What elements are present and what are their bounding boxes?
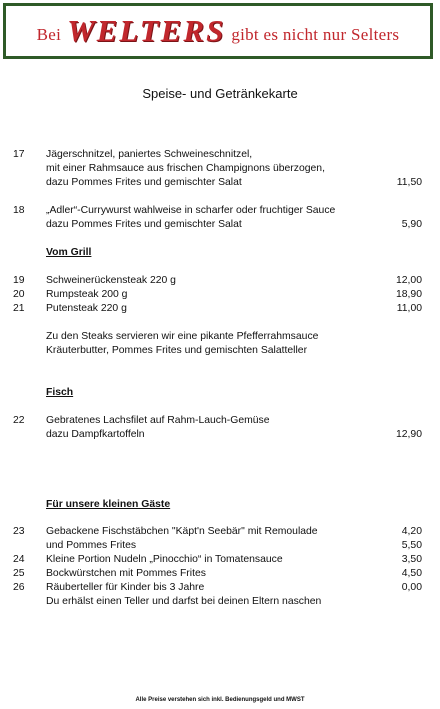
item-price: 0,00 [401, 582, 422, 593]
item-description: Gebratenes Lachsfilet auf Rahm-Lauch-Gemüse [46, 415, 270, 426]
price-footnote: Alle Preise verstehen sich inkl. Bedienungsgeld und MWST [135, 697, 305, 703]
item-description: dazu Pommes Frites und gemischter Salat [46, 177, 242, 188]
item-description: Bockwürstchen mit Pommes Frites [46, 568, 206, 579]
item-price: 11,50 [396, 177, 422, 188]
menu-item-17 [0, 148, 440, 162]
item-description: mit einer Rahmsauce aus frischen Champignons überzogen, [46, 163, 325, 174]
item-number: 24 [13, 554, 25, 565]
item-price: 12,90 [395, 429, 422, 440]
item-number: 23 [13, 526, 25, 537]
menu-item-26-line2 [0, 595, 440, 609]
item-description: Gebackene Fischstäbchen "Käpt'n Seebär" mit Remoulade [46, 526, 318, 537]
steak-note [0, 330, 440, 344]
item-price: 4,20 [401, 526, 422, 537]
item-price: 5,90 [401, 219, 422, 230]
menu-item-25 [0, 567, 440, 581]
menu-title: Speise- und Getränkekarte [142, 86, 298, 101]
menu-item-21 [0, 302, 440, 316]
banner-prefix: Bei [36, 25, 62, 44]
menu-item-24 [0, 553, 440, 567]
item-description: Jägerschnitzel, paniertes Schweineschnitzel, [46, 149, 253, 160]
header-banner [3, 3, 433, 59]
item-price: 5,50 [401, 540, 422, 551]
item-number: 21 [13, 303, 25, 314]
item-description: dazu Dampfkartoffeln [46, 429, 145, 440]
note-text: Zu den Steaks servieren wir eine pikante Pfefferrahmsauce [46, 331, 319, 342]
item-price: 4,50 [401, 568, 422, 579]
item-description: dazu Pommes Frites und gemischter Salat [46, 219, 242, 230]
item-description: Kleine Portion Nudeln „Pinocchio“ in Tomatensauce [46, 554, 283, 565]
item-number: 22 [13, 415, 25, 426]
menu-item-18 [0, 204, 440, 218]
item-description: und Pommes Frites [46, 540, 137, 551]
section-heading-grill: Vom Grill [46, 247, 92, 258]
item-price: 18,90 [395, 289, 422, 300]
item-number: 25 [13, 568, 25, 579]
menu-item-17-line2 [0, 162, 440, 176]
menu-item-22 [0, 414, 440, 428]
banner-suffix: gibt es nicht nur Selters [231, 25, 400, 44]
item-price: 12,00 [395, 275, 422, 286]
item-description: Putensteak 220 g [46, 303, 127, 314]
section-heading-kids: Für unsere kleinen Gäste [46, 499, 171, 510]
section-heading-fish: Fisch [46, 387, 74, 398]
menu-item-22-line2 [0, 428, 440, 442]
menu-item-23 [0, 525, 440, 539]
brand-logo-text: WELTERS [67, 12, 226, 48]
menu-item-18-line2 [0, 218, 440, 232]
item-description: „Adler“-Currywurst wahlweise in scharfer oder fruchtiger Sauce [46, 205, 336, 216]
menu-item-17-line3 [0, 176, 440, 190]
item-number: 19 [13, 275, 25, 286]
item-number: 18 [13, 205, 25, 216]
item-description: Rumpsteak 200 g [46, 289, 128, 300]
menu-item-23-line2 [0, 539, 440, 553]
item-description: Räuberteller für Kinder bis 3 Jahre [46, 582, 205, 593]
item-number: 20 [13, 289, 25, 300]
menu-item-20 [0, 288, 440, 302]
steak-note-line2 [0, 344, 440, 358]
menu-item-26 [0, 581, 440, 595]
item-price: 3,50 [401, 554, 422, 565]
item-number: 26 [13, 582, 25, 593]
item-price: 11,00 [396, 303, 422, 314]
item-description: Du erhälst einen Teller und darfst bei deinen Eltern naschen [46, 596, 322, 607]
item-number: 17 [13, 149, 25, 160]
item-description: Schweinerückensteak 220 g [46, 275, 176, 286]
note-text: Kräuterbutter, Pommes Frites und gemischten Salatteller [46, 345, 308, 356]
menu-item-19 [0, 274, 440, 288]
